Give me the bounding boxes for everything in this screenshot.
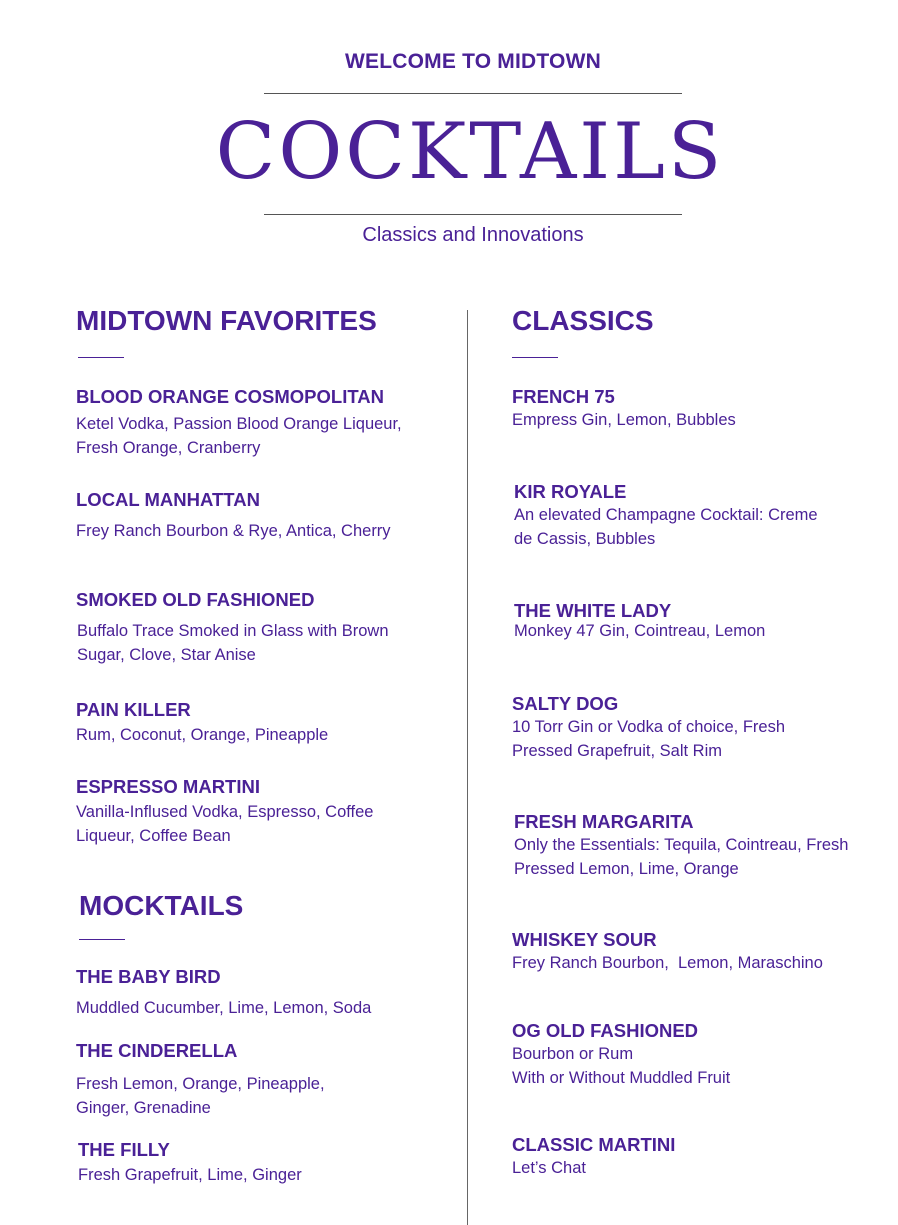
header-rule-top xyxy=(264,93,682,94)
section-title-classics: CLASSICS xyxy=(512,305,654,336)
welcome-heading: WELCOME TO MIDTOWN xyxy=(345,50,601,73)
section-rule xyxy=(512,357,558,358)
menu-item-name: FRENCH 75 xyxy=(512,386,615,407)
section-rule xyxy=(79,939,125,940)
menu-item-name: THE CINDERELLA xyxy=(76,1040,238,1061)
menu-item-description: Only the Essentials: Tequila, Cointreau, Fresh Pressed Lemon, Lime, Orange xyxy=(514,836,849,878)
menu-item-description: Let’s Chat xyxy=(512,1159,586,1177)
menu-item-name: ESPRESSO MARTINI xyxy=(76,776,260,797)
column-divider xyxy=(467,310,468,1225)
menu-item-description-line: With or Without Muddled Fruit xyxy=(512,1068,731,1087)
section-title-mocktails: MOCKTAILS xyxy=(79,890,244,921)
menu-item-description: 10 Torr Gin or Vodka of choice, Fresh Pressed Grapefruit, Salt Rim xyxy=(512,718,785,760)
menu-item-description: Monkey 47 Gin, Cointreau, Lemon xyxy=(514,622,766,640)
menu-item-name: SALTY DOG xyxy=(512,693,619,714)
menu-item-description: Frey Ranch Bourbon, Lemon, Maraschino xyxy=(512,954,823,972)
menu-item-name: LOCAL MANHATTAN xyxy=(76,489,260,510)
menu-item-name: THE WHITE LADY xyxy=(514,600,672,621)
menu-item-name: PAIN KILLER xyxy=(76,699,191,720)
menu-item-description-line: Bourbon or Rum xyxy=(512,1045,634,1063)
menu-item-description: Ketel Vodka, Passion Blood Orange Liqueur, Fresh Orange, Cranberry xyxy=(76,415,402,457)
menu-item-name: THE FILLY xyxy=(78,1139,170,1160)
menu-item-name: WHISKEY SOUR xyxy=(512,929,657,950)
menu-item-name: CLASSIC MARTINI xyxy=(512,1134,676,1155)
menu-item-name: KIR ROYALE xyxy=(514,481,627,502)
page-subtitle: Classics and Innovations xyxy=(362,224,584,246)
menu-item-name: FRESH MARGARITA xyxy=(514,811,694,832)
menu-item-description: Muddled Cucumber, Lime, Lemon, Soda xyxy=(76,999,372,1017)
menu-item-description: Fresh Grapefruit, Lime, Ginger xyxy=(78,1166,302,1184)
menu-item-name: OG OLD FASHIONED xyxy=(512,1020,699,1041)
section-rule xyxy=(78,357,124,358)
menu-item-description: Empress Gin, Lemon, Bubbles xyxy=(512,411,736,429)
page-title: COCKTAILS xyxy=(215,107,725,197)
menu-item-description: Vanilla-Inflused Vodka, Espresso, Coffee Liqueur, Coffee Bean xyxy=(76,803,374,845)
menu-item-description xyxy=(512,1043,882,1090)
header-rule-bottom xyxy=(264,214,682,215)
menu-item-description: Fresh Lemon, Orange, Pineapple, Ginger, Grenadine xyxy=(76,1075,325,1117)
menu-item-name: THE BABY BIRD xyxy=(76,966,221,987)
menu-item-description: Rum, Coconut, Orange, Pineapple xyxy=(76,726,329,744)
menu-item-description: Buffalo Trace Smoked in Glass with Brown Sugar, Clove, Star Anise xyxy=(77,622,389,664)
menu-item-name: BLOOD ORANGE COSMOPOLITAN xyxy=(76,386,384,407)
menu-item-name: SMOKED OLD FASHIONED xyxy=(76,589,315,610)
menu-item-description: Frey Ranch Bourbon & Rye, Antica, Cherry xyxy=(76,522,391,540)
section-title-midtown-favorites: MIDTOWN FAVORITES xyxy=(76,305,377,336)
menu-item-description: An elevated Champagne Cocktail: Creme de Cassis, Bubbles xyxy=(514,506,818,548)
